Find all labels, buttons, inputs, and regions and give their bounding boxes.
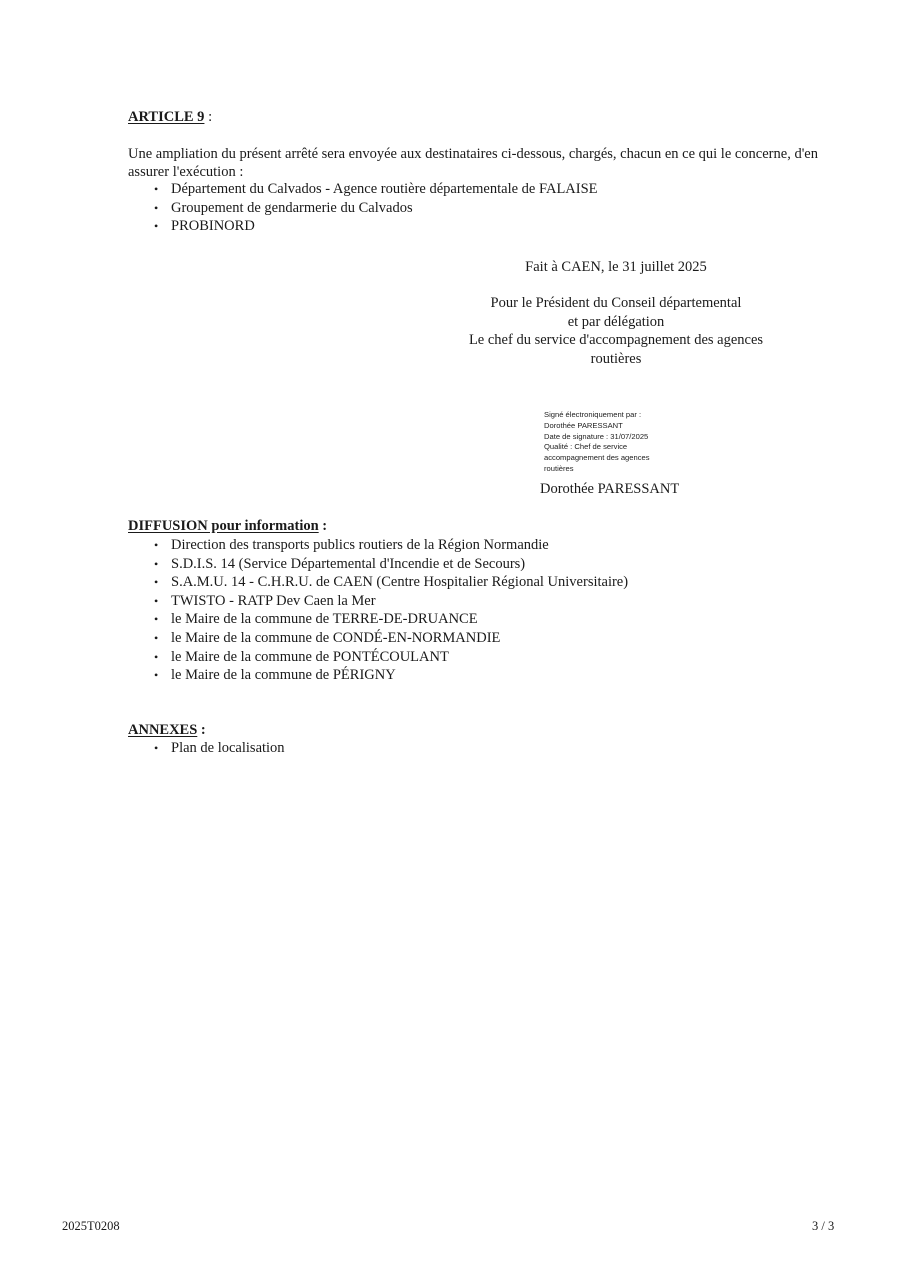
recipient-text: PROBINORD bbox=[171, 218, 255, 235]
list-item bbox=[151, 648, 628, 667]
bullet-icon: • bbox=[154, 649, 159, 664]
list-item bbox=[151, 217, 598, 236]
page-number: 3 / 3 bbox=[812, 1219, 835, 1233]
bullet-icon: • bbox=[154, 575, 159, 590]
article-title: ARTICLE 9 bbox=[128, 109, 205, 125]
diffusion-text: Direction des transports publics routiers de la Région Normandie bbox=[171, 537, 549, 553]
diffusion-title: DIFFUSION pour information bbox=[128, 518, 319, 534]
authority-line: Le chef du service d'accompagnement des agences bbox=[468, 332, 764, 349]
recipient-text: Département du Calvados - Agence routière départementale de FALAISE bbox=[171, 181, 598, 197]
bullet-icon: • bbox=[154, 630, 159, 645]
bullet-icon: • bbox=[154, 593, 159, 608]
list-item bbox=[151, 592, 628, 611]
signer-quality: routières bbox=[544, 463, 574, 473]
diffusion-text: le Maire de la commune de PONTÉCOULANT bbox=[171, 648, 449, 665]
bullet-icon: • bbox=[154, 741, 159, 755]
list-item bbox=[151, 573, 628, 592]
annexes-list bbox=[151, 739, 285, 758]
list-item bbox=[151, 629, 628, 648]
diffusion-text: le Maire de la commune de PÉRIGNY bbox=[171, 667, 396, 684]
diffusion-text: TWISTO - RATP Dev Caen la Mer bbox=[171, 592, 376, 609]
diffusion-list bbox=[151, 536, 628, 685]
signer-name: Dorothée PARESSANT bbox=[540, 481, 680, 497]
signed-by-label: Signé électroniquement par : bbox=[544, 410, 642, 419]
annexes-title: ANNEXES bbox=[128, 722, 198, 738]
diffusion-heading bbox=[128, 517, 327, 535]
article-heading bbox=[128, 108, 212, 126]
list-item bbox=[151, 199, 598, 218]
signer-name-small: Dorothée PARESSANT bbox=[544, 420, 623, 430]
bullet-icon: • bbox=[154, 182, 159, 196]
recipients-list bbox=[151, 180, 598, 236]
signer-quality: accompagnement des agences bbox=[544, 453, 650, 463]
bullet-icon: • bbox=[154, 668, 159, 683]
authority-line: Pour le Président du Conseil départemental bbox=[490, 295, 742, 311]
signature-date: Date de signature : 31/07/2025 bbox=[544, 431, 649, 441]
list-item bbox=[151, 666, 628, 685]
bullet-icon: • bbox=[154, 612, 159, 627]
diffusion-text: S.A.M.U. 14 - C.H.R.U. de CAEN (Centre Hospitalier Régional Universitaire) bbox=[171, 574, 629, 591]
bullet-icon: • bbox=[154, 556, 159, 571]
electronic-signature-stamp bbox=[544, 410, 650, 475]
list-item bbox=[151, 739, 285, 758]
signature-authority bbox=[440, 294, 792, 368]
diffusion-text: S.D.I.S. 14 (Service Départemental d'Incendie et de Secours) bbox=[171, 555, 526, 572]
authority-line: et par délégation bbox=[567, 313, 665, 330]
annexes-title-suffix: : bbox=[197, 722, 206, 738]
diffusion-text: le Maire de la commune de TERRE-DE-DRUANCE bbox=[171, 611, 478, 628]
bullet-icon: • bbox=[154, 200, 159, 215]
bullet-icon: • bbox=[154, 538, 159, 552]
list-item bbox=[151, 180, 598, 199]
annexes-heading bbox=[128, 721, 206, 739]
diffusion-title-suffix: : bbox=[318, 518, 328, 534]
article-paragraph: Une ampliation du présent arrêté sera envoyée aux destinataires ci-dessous, chargés, chacun en ce qui le concerne, d'en assurer l'exécution : bbox=[128, 146, 818, 180]
article-title-suffix: : bbox=[204, 109, 213, 125]
authority-line: routières bbox=[590, 350, 642, 367]
list-item bbox=[151, 610, 628, 629]
document-reference: 2025T0208 bbox=[62, 1219, 120, 1233]
recipient-text: Groupement de gendarmerie du Calvados bbox=[171, 199, 413, 216]
place-date: Fait à CAEN, le 31 juillet 2025 bbox=[525, 259, 707, 275]
list-item bbox=[151, 536, 628, 555]
annex-text: Plan de localisation bbox=[171, 740, 285, 756]
bullet-icon: • bbox=[154, 219, 159, 234]
diffusion-text: le Maire de la commune de CONDÉ-EN-NORMANDIE bbox=[171, 629, 501, 646]
list-item bbox=[151, 555, 628, 574]
signer-quality: Qualité : Chef de service bbox=[544, 442, 628, 452]
